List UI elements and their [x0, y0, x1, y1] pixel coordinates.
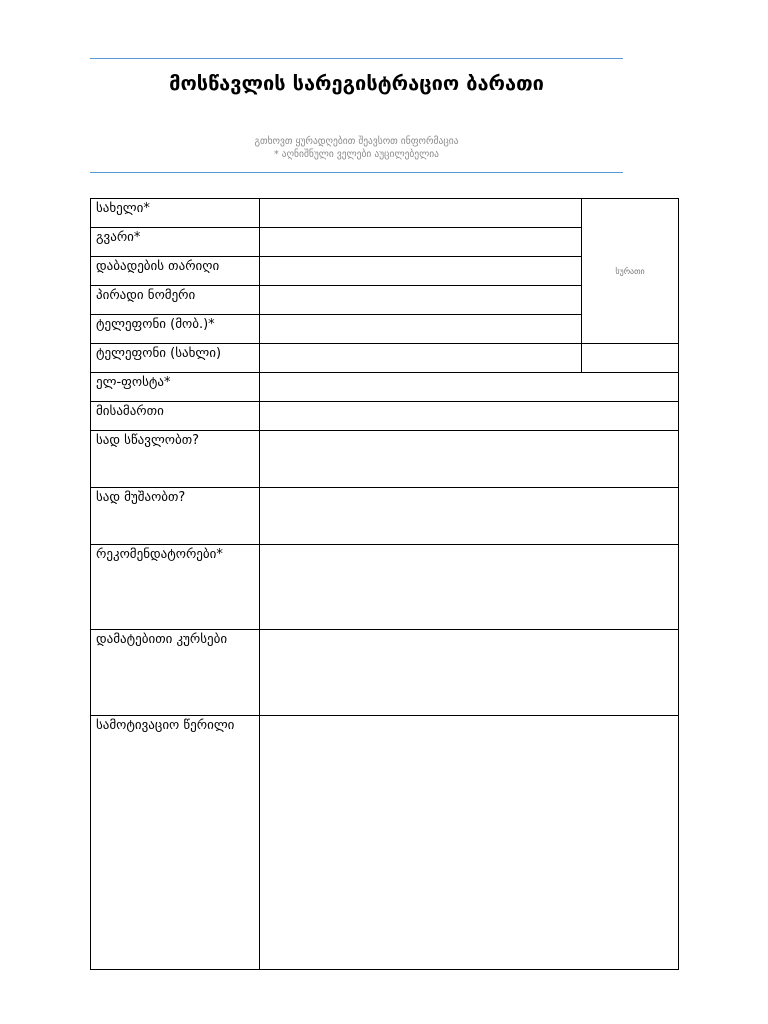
home-phone-extra-cell — [582, 344, 679, 373]
field-label-motivation-letter: სამოტივაციო წერილი — [91, 716, 260, 970]
birth-date-field[interactable] — [260, 257, 582, 286]
bottom-divider — [90, 172, 623, 173]
form-row-study-place — [91, 431, 679, 488]
email-field[interactable] — [260, 373, 679, 402]
form-row-first-name — [91, 199, 679, 228]
field-label-first-name: სახელი* — [91, 199, 260, 228]
registration-form — [90, 198, 679, 970]
form-row-address — [91, 402, 679, 431]
field-label-study-place: სად სწავლობთ? — [91, 431, 260, 488]
first-name-field[interactable] — [260, 199, 582, 228]
form-row-additional-courses — [91, 630, 679, 716]
form-row-home-phone — [91, 344, 679, 373]
field-label-email: ელ-ფოსტა* — [91, 373, 260, 402]
additional-courses-field[interactable] — [260, 630, 679, 716]
field-label-additional-courses: დამატებითი კურსები — [91, 630, 260, 716]
motivation-letter-field[interactable] — [260, 716, 679, 970]
field-label-work-place: სად მუშაობთ? — [91, 488, 260, 545]
field-label-last-name: გვარი* — [91, 228, 260, 257]
field-label-address: მისამართი — [91, 402, 260, 431]
mobile-phone-field[interactable] — [260, 315, 582, 344]
study-place-field[interactable] — [260, 431, 679, 488]
field-label-mobile-phone: ტელეფონი (მობ.)* — [91, 315, 260, 344]
top-divider — [90, 58, 623, 59]
form-row-recommenders — [91, 545, 679, 630]
required-fields-note: * აღნიშნული ველები აუცილებელია — [274, 149, 439, 160]
field-label-personal-number: პირადი ნომერი — [91, 286, 260, 315]
personal-number-field[interactable] — [260, 286, 582, 315]
form-row-email — [91, 373, 679, 402]
instructions-text: გთხოვთ ყურადღებით შეავსოთ ინფორმაცია — [254, 136, 459, 147]
recommenders-field[interactable] — [260, 545, 679, 630]
address-field[interactable] — [260, 402, 679, 431]
form-row-motivation-letter — [91, 716, 679, 970]
field-label-home-phone: ტელეფონი (სახლი) — [91, 344, 260, 373]
form-row-work-place — [91, 488, 679, 545]
field-label-birth-date: დაბადების თარიღი — [91, 257, 260, 286]
work-place-field[interactable] — [260, 488, 679, 545]
photo-box[interactable] — [582, 199, 679, 344]
photo-label: სურათი — [615, 266, 645, 276]
field-label-recommenders: რეკომენდატორები* — [91, 545, 260, 630]
home-phone-field[interactable] — [260, 344, 582, 373]
page-title: მოსწავლის სარეგისტრაციო ბარათი — [169, 71, 544, 95]
last-name-field[interactable] — [260, 228, 582, 257]
